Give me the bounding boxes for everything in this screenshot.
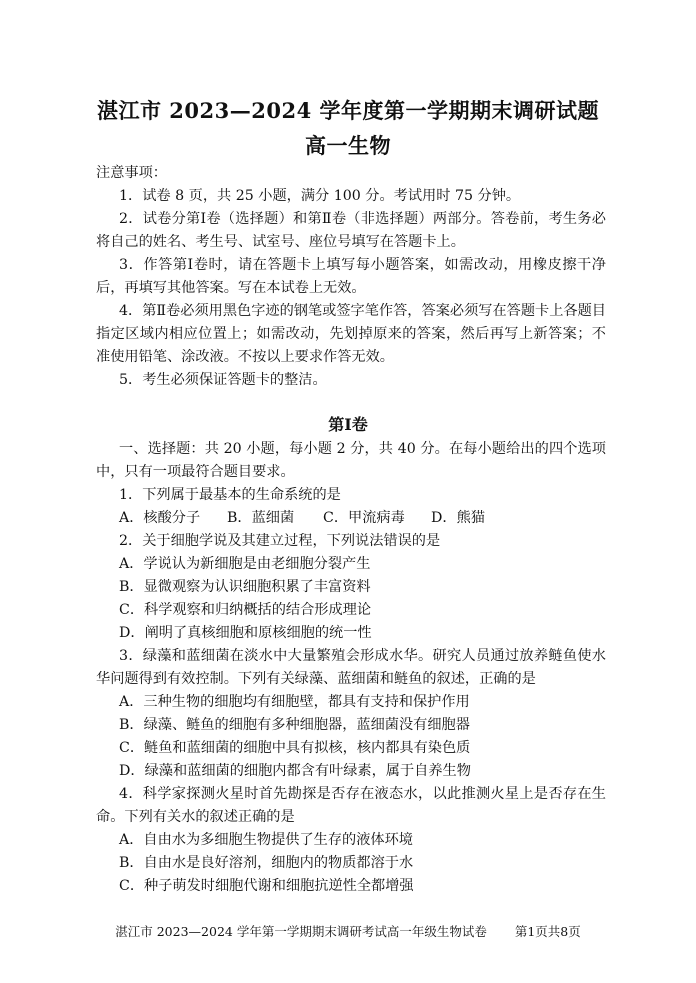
option: C．甲流病毒: [323, 510, 405, 526]
question-3-stem: 3．绿藻和蓝细菌在淡水中大量繁殖会形成水华。研究人员通过放养鲢鱼使水华问题得到有效控制。下列有关绿藻、蓝细菌和鲢鱼的叙述，正确的是: [96, 648, 606, 687]
option: A．自由水为多细胞生物提供了生存的液体环境: [119, 832, 413, 848]
option: B．蓝细菌: [227, 510, 295, 526]
option: A．核酸分子: [119, 510, 201, 526]
note-1: 1．试卷 8 页，共 25 小题，满分 100 分。考试用时 75 分钟。: [119, 188, 521, 204]
option: C．科学观察和归纳概括的结合形成理论: [119, 602, 372, 618]
note-3: 3．作答第Ⅰ卷时，请在答题卡上填写每小题答案，如需改动，用橡皮擦干净后，再填写其他答案。写在本试卷上无效。: [96, 257, 606, 296]
footer-exam-name: 湛江市 2023—2024 学年第一学期期末调研考试高一年级生物试卷: [115, 924, 487, 939]
page-footer: [0, 922, 696, 940]
option: A．三种生物的细胞均有细胞壁，都具有支持和保护作用: [119, 694, 470, 710]
option: C．鲢鱼和蓝细菌的细胞中具有拟核，核内都具有染色质: [119, 740, 471, 756]
option: D．熊猫: [431, 510, 485, 526]
question-1-stem: 1．下列属于最基本的生命系统的是: [119, 487, 341, 503]
question-4-stem: 4．科学家探测火星时首先勘探是否存在液态水，以此推测火星上是否存在生命。下列有关水的叙述正确的是: [96, 786, 606, 825]
option: B．自由水是良好溶剂，细胞内的物质都溶于水: [119, 855, 414, 871]
option: D．阐明了真核细胞和原核细胞的统一性: [119, 625, 372, 641]
note-2: 2．试卷分第Ⅰ卷（选择题）和第Ⅱ卷（非选择题）两部分。答卷前，考生务必将自己的姓名、考生号、试室号、座位号填写在答题卡上。: [96, 211, 606, 250]
option: B．绿藻、鲢鱼的细胞有多种细胞器，蓝细菌没有细胞器: [119, 717, 470, 733]
exam-subject: 高一生物: [305, 133, 391, 158]
section-instructions: 一、选择题：共 20 小题，每小题 2 分，共 40 分。在每小题给出的四个选项中，只有一项最符合题目要求。: [96, 441, 606, 480]
footer-page-number: 第1页共8页: [514, 924, 581, 939]
option: C．种子萌发时细胞代谢和细胞抗逆性全都增强: [119, 878, 414, 894]
question-1-options: [119, 507, 629, 530]
question-2-stem: 2．关于细胞学说及其建立过程，下列说法错误的是: [119, 533, 441, 549]
exam-title: 湛江市 2023—2024 学年度第一学期期末调研试题: [96, 98, 599, 123]
note-4: 4．第Ⅱ卷必须用黑色字迹的钢笔或签字笔作答，答案必须写在答题卡上各题目指定区域内相应位置上；如需改动，先划掉原来的答案，然后再写上新答案；不准使用铅笔、涂改液。不按以上要求作答无效。: [96, 303, 606, 365]
notes-heading: 注意事项：: [96, 165, 167, 181]
option: A．学说认为新细胞是由老细胞分裂产生: [119, 556, 371, 572]
note-5: 5．考生必须保证答题卡的整洁。: [119, 372, 327, 388]
option: B．显微观察为认识细胞积累了丰富资料: [119, 579, 371, 595]
option: D．绿藻和蓝细菌的细胞内都含有叶绿素，属于自养生物: [119, 763, 471, 779]
section-heading: 第Ⅰ卷: [328, 415, 368, 434]
